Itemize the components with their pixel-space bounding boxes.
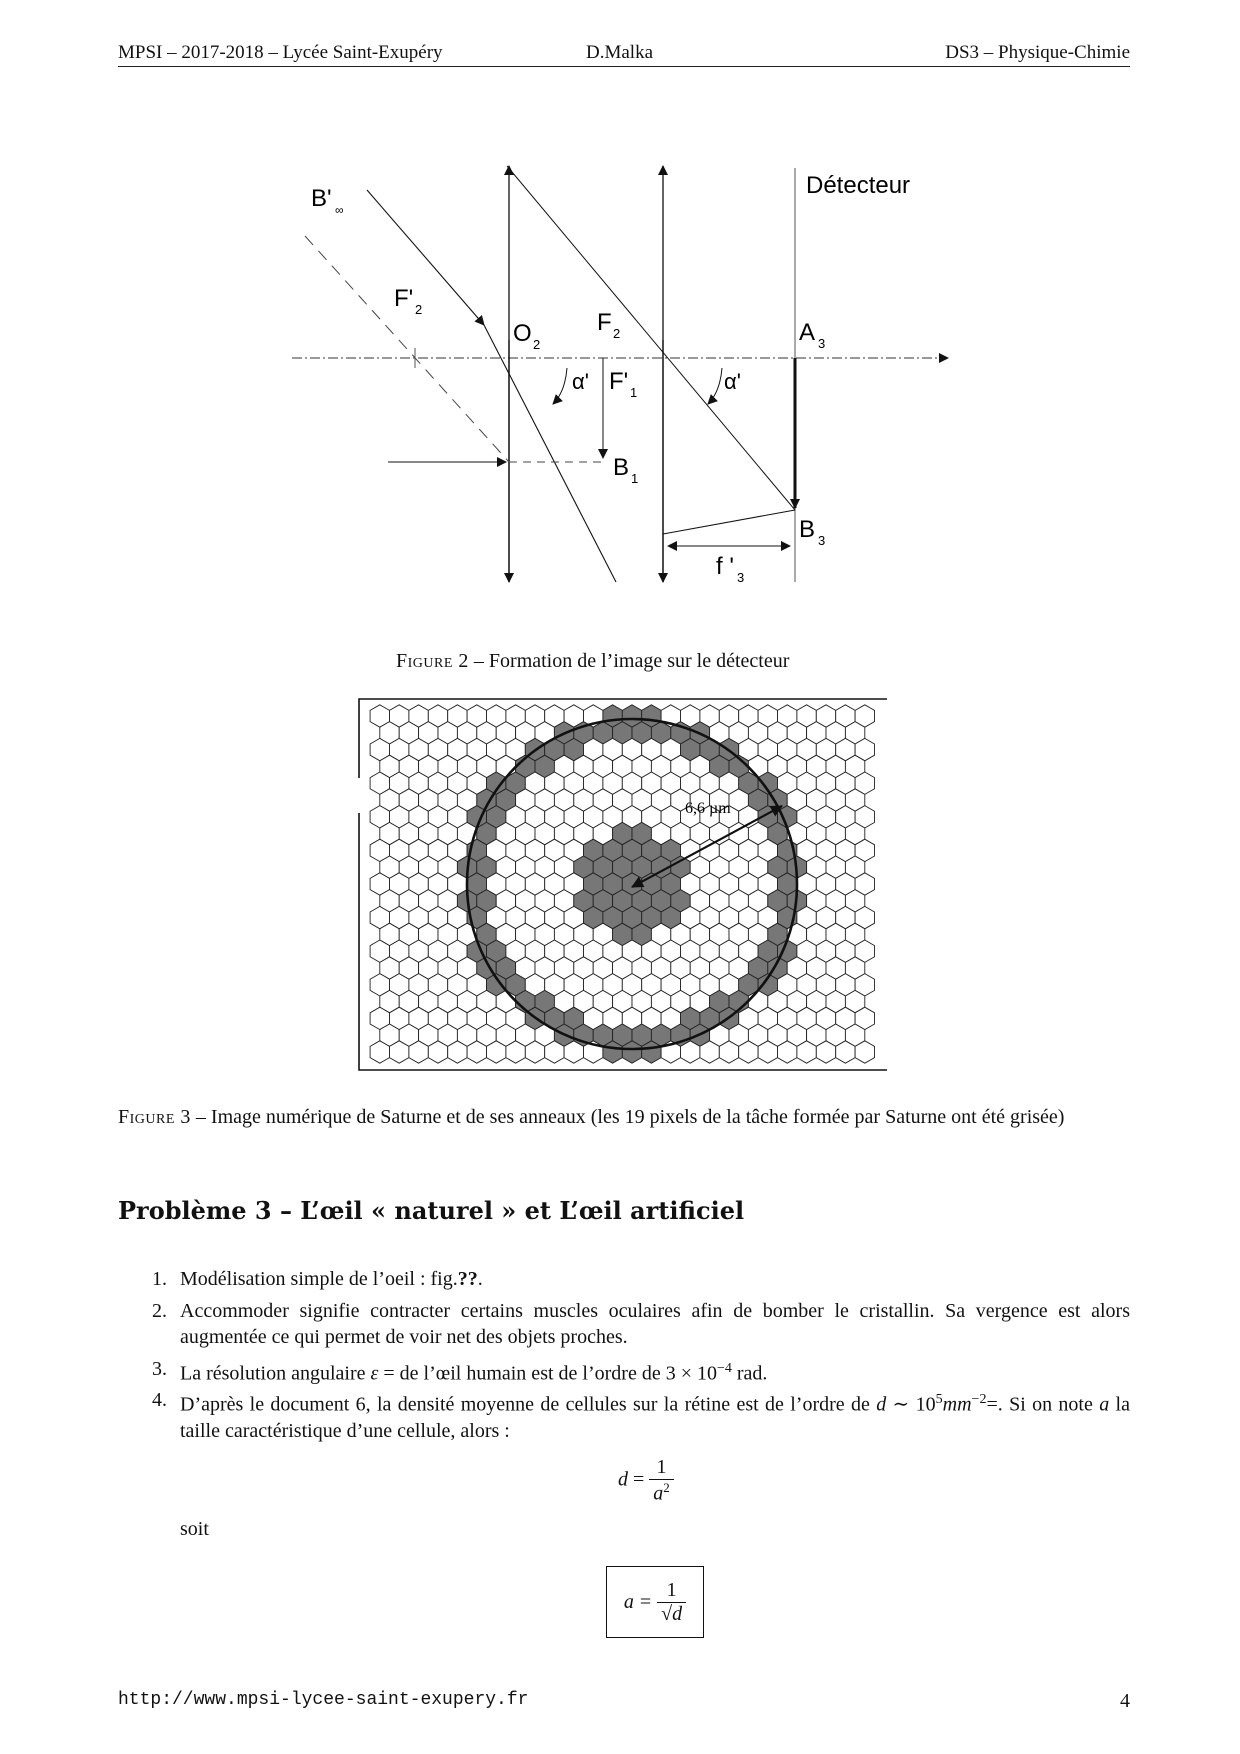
b-inf-label: B' [311, 185, 332, 212]
o2-label: O [513, 320, 532, 347]
alpha-label-1: α' [572, 369, 589, 394]
figure-3-caption: Figure 3 – Image numérique de Saturne et de ses anneaux (les 19 pixels de la tâche formée par Saturne ont été grisée) [118, 1106, 1065, 1128]
ray-through-o2 [484, 325, 616, 582]
f2-sub: 2 [613, 326, 621, 341]
angle-arc-2 [708, 368, 722, 404]
b3-label: B [799, 516, 816, 543]
figure-2-diagram [280, 150, 960, 590]
b-inf-sub: ∞ [335, 203, 344, 217]
incident-ray [367, 190, 484, 325]
footer-url[interactable]: http://www.mpsi-lycee-saint-exupery.fr [118, 1690, 529, 1710]
f3-prime-sub: 3 [737, 570, 745, 585]
a3-sub: 3 [818, 336, 826, 351]
f2-prime-label: F' [394, 285, 414, 312]
detector-label: Détecteur [806, 172, 911, 199]
b1-label: B [613, 454, 630, 481]
hexagonal-pixel-grid [370, 705, 874, 1063]
ray-to-b3 [507, 166, 795, 510]
angle-arc-1 [553, 368, 567, 404]
a3-label: A [799, 319, 816, 346]
equation-density: d = $\frac{1}{a^2}$ [618, 1456, 674, 1506]
soit-text: soit [180, 1518, 209, 1540]
ray-to-b3-lower [663, 510, 795, 534]
equation-cell-size-boxed: a = $\frac{1}{√d}$ [606, 1566, 704, 1638]
f2-prime-sub: 2 [415, 302, 423, 317]
f3-prime-label: f ' [716, 553, 734, 580]
figure-2-caption: Figure 2 – Formation de l’image sur le détecteur [396, 650, 790, 672]
header-center: D.Malka [586, 42, 654, 63]
measure-label: 6,6 µm [685, 800, 731, 817]
page-number: 4 [1120, 1690, 1130, 1712]
b3-sub: 3 [818, 533, 826, 548]
header-rule [118, 66, 1130, 67]
f1-prime-label: F' [609, 368, 629, 395]
header-right: DS3 – Physique-Chimie [945, 42, 1130, 63]
f1-prime-sub: 1 [630, 385, 638, 400]
f2-label: F [597, 309, 612, 336]
problem-title: Problème 3 – L’œil « naturel » et L’œil artificiel [118, 1196, 745, 1225]
o2-sub: 2 [533, 337, 541, 352]
alpha-label-2: α' [724, 369, 741, 394]
header-left: MPSI – 2017-2018 – Lycée Saint-Exupéry [118, 42, 443, 63]
figure-3-pixel-image [350, 690, 900, 1080]
b1-sub: 1 [631, 471, 639, 486]
dashed-ray [305, 236, 509, 462]
